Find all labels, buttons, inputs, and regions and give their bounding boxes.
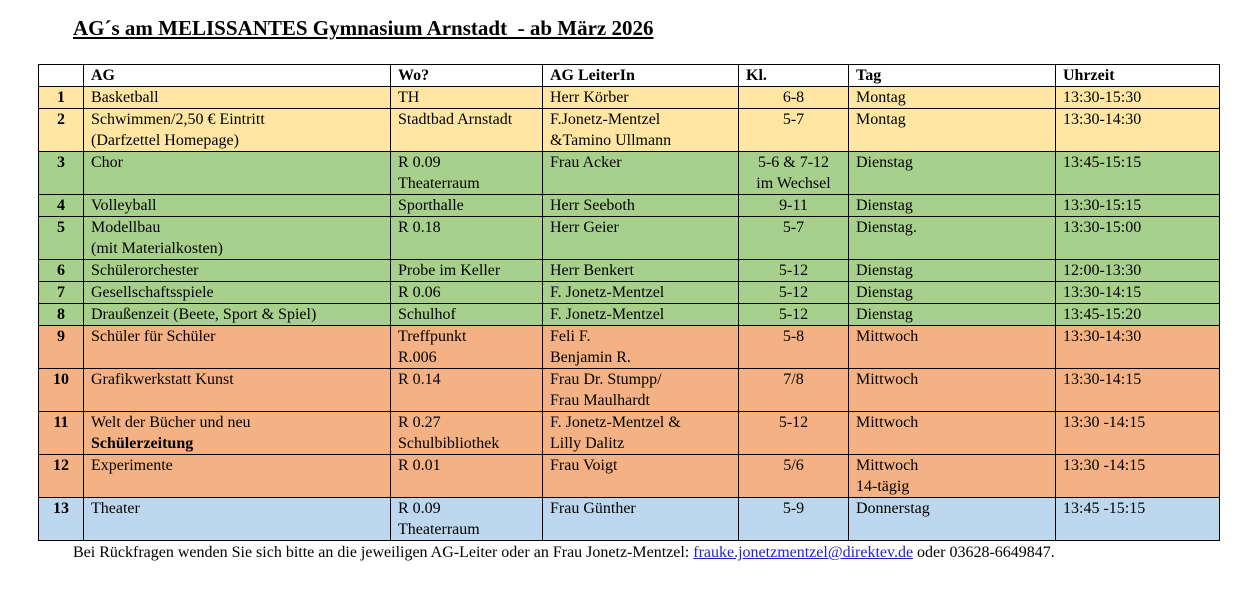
cell-tag — [849, 498, 1056, 541]
table-row — [39, 109, 1220, 152]
cell-tag — [849, 369, 1056, 412]
cell-wo — [391, 369, 543, 412]
cell-line: Montag — [856, 89, 906, 106]
cell-line: 5-12 — [778, 414, 809, 431]
table-row — [39, 217, 1220, 260]
cell-wo — [391, 87, 543, 109]
footer-text: Bei Rückfragen wenden Sie sich bitte an die jeweiligen AG-Leiter oder an Frau Jonetz-Mentzel: — [73, 544, 694, 561]
cell-wo — [391, 326, 543, 369]
cell-kl — [739, 260, 849, 282]
cell-line: Montag — [856, 111, 906, 128]
cell-line: Grafikwerkstatt Kunst — [91, 371, 234, 388]
table-row — [39, 282, 1220, 304]
cell-line: 13:30 -14:15 — [1063, 414, 1146, 431]
cell-line: Dienstag — [856, 262, 913, 279]
cell-wo — [391, 455, 543, 498]
table-row — [39, 304, 1220, 326]
cell-line: 13:30-15:15 — [1063, 197, 1142, 214]
cell-line: 5-7 — [782, 219, 805, 236]
cell-line: 13:45-15:15 — [1063, 154, 1142, 171]
cell-line: 5-12 — [778, 284, 809, 301]
cell-line: Herr Benkert — [550, 262, 634, 279]
row-number: 1 — [39, 87, 84, 109]
cell-line: F. Jonetz-Mentzel & — [550, 414, 681, 431]
cell-line: &Tamino Ullmann — [550, 132, 672, 149]
cell-tag — [849, 260, 1056, 282]
cell-line: Theaterraum — [398, 521, 480, 538]
cell-line: Probe im Keller — [398, 262, 501, 279]
table-row — [39, 369, 1220, 412]
cell-line: 13:30-14:15 — [1063, 371, 1142, 388]
cell-line: 13:30 -14:15 — [1063, 457, 1146, 474]
cell-tag — [849, 282, 1056, 304]
cell-ag — [84, 87, 391, 109]
cell-line: 13:30-14:30 — [1063, 328, 1142, 345]
cell-line: 5-12 — [778, 262, 809, 279]
cell-uhrzeit — [1056, 260, 1220, 282]
cell-ag — [84, 369, 391, 412]
row-number: 3 — [39, 152, 84, 195]
cell-line: Schwimmen/2,50 € Eintritt — [91, 111, 265, 128]
table-row — [39, 498, 1220, 541]
cell-line: (mit Materialkosten) — [91, 240, 223, 257]
cell-line: Frau Günther — [550, 500, 636, 517]
cell-line: 13:30-14:15 — [1063, 284, 1142, 301]
cell-kl — [739, 87, 849, 109]
cell-line: Schülerzeitung — [91, 435, 194, 452]
cell-wo — [391, 217, 543, 260]
header-uhrzeit: Uhrzeit — [1056, 65, 1220, 87]
cell-line: Schüler für Schüler — [91, 328, 216, 345]
cell-uhrzeit — [1056, 412, 1220, 455]
row-number: 9 — [39, 326, 84, 369]
cell-line: Schulbibliothek — [398, 435, 500, 452]
cell-line: 7/8 — [783, 371, 804, 388]
cell-line: Frau Acker — [550, 154, 622, 171]
cell-line: Schülerorchester — [91, 262, 199, 279]
cell-tag — [849, 195, 1056, 217]
cell-leiter — [543, 304, 739, 326]
cell-line: 9-11 — [779, 197, 808, 214]
cell-line: im Wechsel — [756, 175, 831, 192]
table-row — [39, 412, 1220, 455]
cell-wo — [391, 412, 543, 455]
cell-line: Mittwoch — [856, 371, 919, 388]
cell-line: Mittwoch — [856, 328, 919, 345]
cell-line: F. Jonetz-Mentzel — [550, 284, 665, 301]
cell-line: Feli F. — [550, 328, 591, 345]
ag-table — [38, 64, 1220, 541]
cell-line: 5-12 — [778, 306, 809, 323]
cell-wo — [391, 304, 543, 326]
cell-line: 13:45-15:20 — [1063, 306, 1142, 323]
cell-leiter — [543, 195, 739, 217]
cell-line: Basketball — [91, 89, 159, 106]
cell-tag — [849, 304, 1056, 326]
cell-line: R 0.01 — [398, 457, 441, 474]
cell-line: Experimente — [91, 457, 173, 474]
cell-ag — [84, 304, 391, 326]
cell-line: 5-9 — [782, 500, 805, 517]
row-number: 10 — [39, 369, 84, 412]
cell-line: Treffpunkt — [398, 328, 467, 345]
table-row — [39, 260, 1220, 282]
cell-line: 14-tägig — [856, 478, 910, 495]
cell-leiter — [543, 455, 739, 498]
table-row — [39, 326, 1220, 369]
row-number: 11 — [39, 412, 84, 455]
row-number: 12 — [39, 455, 84, 498]
cell-wo — [391, 195, 543, 217]
cell-line: 5-8 — [782, 328, 805, 345]
header-num — [39, 65, 84, 87]
cell-tag — [849, 412, 1056, 455]
cell-kl — [739, 195, 849, 217]
cell-line: 13:45 -15:15 — [1063, 500, 1146, 517]
cell-line: 13:30-14:30 — [1063, 111, 1142, 128]
header-ag: AG — [84, 65, 391, 87]
cell-kl — [739, 326, 849, 369]
header-kl: Kl. — [739, 65, 849, 87]
table-row — [39, 87, 1220, 109]
cell-kl — [739, 304, 849, 326]
cell-ag — [84, 282, 391, 304]
cell-uhrzeit — [1056, 109, 1220, 152]
cell-leiter — [543, 109, 739, 152]
cell-kl — [739, 498, 849, 541]
cell-line: Herr Geier — [550, 219, 619, 236]
header-wo: Wo? — [391, 65, 543, 87]
cell-line: Modellbau — [91, 219, 161, 236]
cell-ag — [84, 152, 391, 195]
cell-line: 13:30-15:00 — [1063, 219, 1142, 236]
cell-line: Dienstag. — [856, 219, 917, 236]
cell-line: Theaterraum — [398, 175, 480, 192]
cell-line: Stadtbad Arnstadt — [398, 111, 513, 128]
cell-ag — [84, 455, 391, 498]
cell-wo — [391, 498, 543, 541]
cell-leiter — [543, 282, 739, 304]
cell-uhrzeit — [1056, 369, 1220, 412]
cell-line: 5-7 — [782, 111, 805, 128]
cell-line: Dienstag — [856, 154, 913, 171]
cell-line: Dienstag — [856, 306, 913, 323]
cell-leiter — [543, 326, 739, 369]
cell-ag — [84, 326, 391, 369]
cell-wo — [391, 152, 543, 195]
row-number: 8 — [39, 304, 84, 326]
footer-email-link[interactable]: frauke.jonetzmentzel@direktev.de — [693, 544, 914, 561]
row-number: 5 — [39, 217, 84, 260]
cell-line: 13:30-15:30 — [1063, 89, 1142, 106]
cell-line: Lilly Dalitz — [550, 435, 625, 452]
cell-kl — [739, 412, 849, 455]
cell-uhrzeit — [1056, 304, 1220, 326]
cell-line: R 0.09 — [398, 500, 441, 517]
cell-tag — [849, 87, 1056, 109]
row-number: 13 — [39, 498, 84, 541]
cell-line: Dienstag — [856, 284, 913, 301]
cell-wo — [391, 260, 543, 282]
cell-line: Draußenzeit (Beete, Sport & Spiel) — [91, 306, 317, 323]
cell-uhrzeit — [1056, 195, 1220, 217]
cell-line: R 0.14 — [398, 371, 441, 388]
cell-line: F. Jonetz-Mentzel — [550, 306, 665, 323]
cell-ag — [84, 260, 391, 282]
cell-ag — [84, 217, 391, 260]
cell-uhrzeit — [1056, 282, 1220, 304]
cell-line: Theater — [91, 500, 140, 517]
cell-line: R 0.18 — [398, 219, 441, 236]
cell-line: Frau Voigt — [550, 457, 618, 474]
cell-line: R 0.06 — [398, 284, 441, 301]
cell-uhrzeit — [1056, 152, 1220, 195]
cell-line: Herr Körber — [550, 89, 629, 106]
cell-wo — [391, 109, 543, 152]
table-body — [39, 87, 1220, 541]
cell-line: R 0.27 — [398, 414, 441, 431]
cell-kl — [739, 109, 849, 152]
table-row — [39, 195, 1220, 217]
cell-uhrzeit — [1056, 87, 1220, 109]
cell-line: Frau Maulhardt — [550, 392, 650, 409]
cell-line: Herr Seeboth — [550, 197, 635, 214]
table-row — [39, 152, 1220, 195]
cell-line: Schulhof — [398, 306, 456, 323]
cell-line: R 0.09 — [398, 154, 441, 171]
cell-line: TH — [398, 89, 420, 106]
cell-line: Mittwoch — [856, 457, 919, 474]
cell-leiter — [543, 260, 739, 282]
cell-line: F.Jonetz-Mentzel — [550, 111, 661, 128]
row-number: 2 — [39, 109, 84, 152]
cell-leiter — [543, 152, 739, 195]
cell-tag — [849, 152, 1056, 195]
cell-ag — [84, 109, 391, 152]
footer-text-after: oder 03628-6649847. — [913, 544, 1055, 561]
cell-line: 5/6 — [783, 457, 804, 474]
cell-line: Benjamin R. — [550, 349, 631, 366]
cell-line: Volleyball — [91, 197, 157, 214]
cell-line: Dienstag — [856, 197, 913, 214]
cell-leiter — [543, 369, 739, 412]
cell-kl — [739, 455, 849, 498]
table-header-row — [39, 65, 1220, 87]
cell-ag — [84, 195, 391, 217]
cell-line: (Darfzettel Homepage) — [91, 132, 239, 149]
cell-leiter — [543, 87, 739, 109]
cell-kl — [739, 152, 849, 195]
cell-tag — [849, 455, 1056, 498]
cell-uhrzeit — [1056, 455, 1220, 498]
cell-line: Frau Dr. Stumpp/ — [550, 371, 662, 388]
row-number: 6 — [39, 260, 84, 282]
row-number: 7 — [39, 282, 84, 304]
cell-line: Mittwoch — [856, 414, 919, 431]
cell-ag — [84, 412, 391, 455]
cell-line: Chor — [91, 154, 123, 171]
row-number: 4 — [39, 195, 84, 217]
cell-line: Sporthalle — [398, 197, 464, 214]
cell-line: Gesellschaftsspiele — [91, 284, 214, 301]
cell-line: R.006 — [398, 349, 437, 366]
cell-uhrzeit — [1056, 498, 1220, 541]
cell-line: 12:00-13:30 — [1063, 262, 1142, 279]
cell-line: Donnerstag — [856, 500, 930, 517]
cell-kl — [739, 369, 849, 412]
footer-note — [73, 544, 1055, 562]
cell-line: Welt der Bücher und neu — [91, 414, 251, 431]
cell-leiter — [543, 498, 739, 541]
header-tag: Tag — [849, 65, 1056, 87]
cell-leiter — [543, 217, 739, 260]
cell-tag — [849, 217, 1056, 260]
cell-kl — [739, 217, 849, 260]
cell-ag — [84, 498, 391, 541]
cell-uhrzeit — [1056, 217, 1220, 260]
cell-uhrzeit — [1056, 326, 1220, 369]
cell-tag — [849, 326, 1056, 369]
cell-line: 5-6 & 7-12 — [757, 154, 830, 171]
page-title: AG´s am MELISSANTES Gymnasium Arnstadt - ab März 2026 — [73, 16, 654, 40]
cell-tag — [849, 109, 1056, 152]
cell-leiter — [543, 412, 739, 455]
cell-wo — [391, 282, 543, 304]
header-leiter: AG LeiterIn — [543, 65, 739, 87]
cell-line: 6-8 — [782, 89, 805, 106]
cell-kl — [739, 282, 849, 304]
table-row — [39, 455, 1220, 498]
